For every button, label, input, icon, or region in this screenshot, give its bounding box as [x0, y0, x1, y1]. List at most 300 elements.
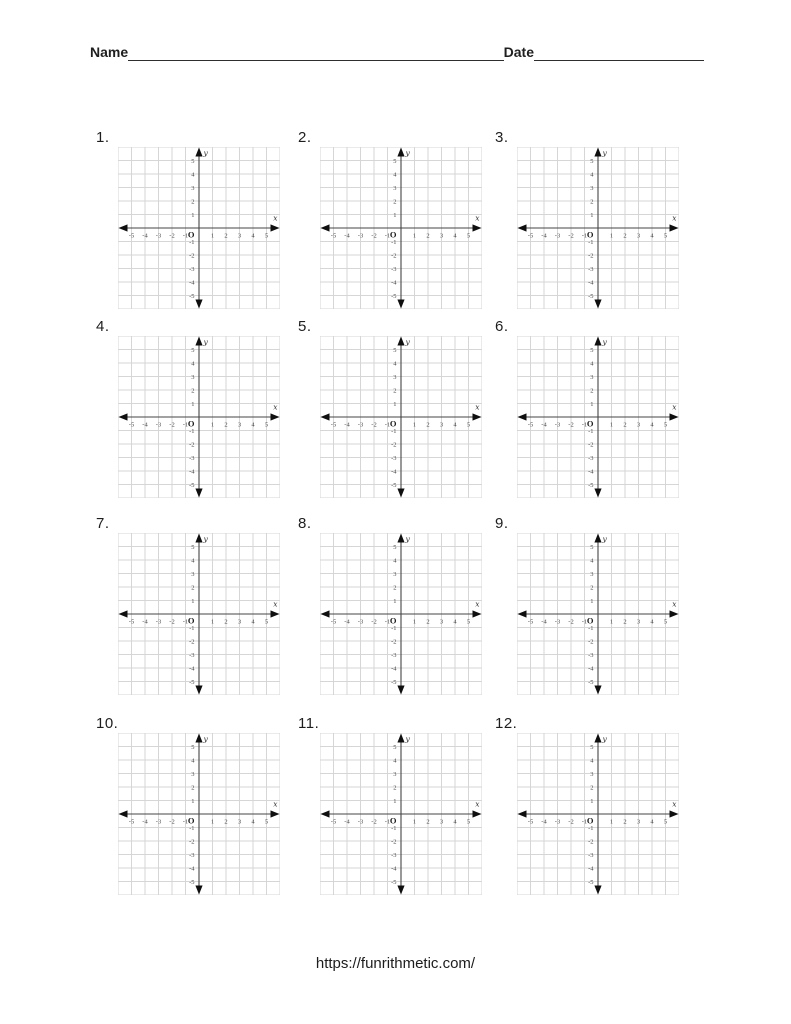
svg-text:y: y: [203, 734, 208, 744]
x-axis-right-arrow: [473, 810, 482, 817]
svg-text:-5: -5: [588, 481, 594, 489]
svg-text:-1: -1: [384, 232, 391, 240]
svg-text:x: x: [475, 402, 480, 412]
svg-text:-1: -1: [391, 427, 397, 435]
svg-text:y: y: [203, 534, 208, 544]
svg-text:2: 2: [590, 198, 594, 206]
x-axis-left-arrow: [518, 413, 527, 420]
svg-text:5: 5: [590, 346, 594, 354]
svg-text:1: 1: [393, 400, 397, 408]
svg-text:4: 4: [453, 818, 457, 826]
y-axis-down-arrow: [397, 489, 404, 498]
svg-text:-4: -4: [541, 818, 547, 826]
svg-text:-1: -1: [391, 824, 397, 832]
svg-text:2: 2: [393, 198, 397, 206]
svg-text:-4: -4: [541, 618, 547, 626]
problem-number: 9.: [495, 515, 509, 532]
svg-text:-2: -2: [391, 638, 397, 646]
svg-text:2: 2: [426, 618, 430, 626]
svg-text:2: 2: [623, 818, 627, 826]
svg-text:-2: -2: [169, 618, 175, 626]
svg-text:-5: -5: [391, 292, 397, 300]
coordinate-grid: [118, 147, 280, 309]
svg-text:4: 4: [393, 557, 397, 565]
svg-text:2: 2: [191, 198, 195, 206]
svg-text:2: 2: [393, 387, 397, 395]
svg-text:-5: -5: [588, 292, 594, 300]
svg-text:-3: -3: [189, 265, 195, 273]
x-axis-left-arrow: [119, 413, 128, 420]
svg-text:3: 3: [393, 770, 397, 778]
svg-text:y: y: [203, 148, 208, 158]
svg-text:-4: -4: [391, 468, 397, 476]
svg-text:-5: -5: [189, 878, 195, 886]
problem-number: 2.: [298, 129, 312, 146]
svg-text:5: 5: [264, 818, 269, 826]
svg-text:y: y: [602, 148, 607, 158]
coordinate-grid: [517, 336, 679, 498]
problem-number: 3.: [495, 129, 509, 146]
svg-text:3: 3: [636, 421, 641, 429]
svg-text:-2: -2: [189, 838, 195, 846]
svg-text:-2: -2: [588, 838, 594, 846]
coordinate-grid: [517, 147, 679, 309]
svg-text:-4: -4: [142, 232, 148, 240]
x-axis-right-arrow: [670, 413, 679, 420]
svg-text:-5: -5: [128, 421, 135, 429]
x-axis-left-arrow: [518, 224, 527, 231]
coordinate-grid: [320, 533, 482, 695]
svg-text:-3: -3: [554, 232, 561, 240]
svg-text:3: 3: [191, 770, 195, 778]
x-axis-right-arrow: [271, 610, 280, 617]
svg-text:O: O: [389, 815, 397, 826]
y-axis-down-arrow: [195, 300, 202, 309]
svg-text:2: 2: [590, 784, 594, 792]
problem-6: [495, 318, 681, 500]
svg-text:-4: -4: [189, 468, 195, 476]
x-axis-left-arrow: [321, 413, 330, 420]
svg-text:-2: -2: [189, 638, 195, 646]
problem-number: 6.: [495, 318, 509, 335]
svg-text:-5: -5: [330, 232, 337, 240]
svg-text:-3: -3: [189, 454, 195, 462]
svg-text:2: 2: [224, 421, 228, 429]
problem-2: [298, 129, 484, 311]
svg-text:y: y: [405, 534, 410, 544]
svg-text:4: 4: [453, 618, 457, 626]
svg-text:-4: -4: [588, 468, 594, 476]
problem-number: 10.: [96, 715, 119, 732]
svg-text:-5: -5: [189, 481, 195, 489]
y-axis-up-arrow: [594, 337, 601, 346]
svg-text:-1: -1: [391, 624, 397, 632]
svg-text:-1: -1: [588, 624, 594, 632]
name-label: Name: [90, 44, 129, 60]
svg-text:4: 4: [251, 818, 255, 826]
svg-text:-5: -5: [527, 818, 534, 826]
svg-text:x: x: [273, 402, 278, 412]
svg-text:2: 2: [393, 784, 397, 792]
svg-text:y: y: [405, 148, 410, 158]
y-axis-down-arrow: [195, 686, 202, 695]
svg-text:5: 5: [466, 421, 471, 429]
svg-text:x: x: [672, 599, 677, 609]
svg-text:5: 5: [663, 618, 668, 626]
svg-text:x: x: [672, 799, 677, 809]
x-axis-right-arrow: [670, 810, 679, 817]
svg-text:1: 1: [191, 400, 195, 408]
svg-text:5: 5: [663, 421, 668, 429]
svg-text:-1: -1: [581, 618, 588, 626]
svg-text:-4: -4: [344, 232, 350, 240]
svg-text:1: 1: [210, 818, 215, 826]
problem-number: 12.: [495, 715, 518, 732]
svg-text:2: 2: [191, 584, 195, 592]
y-axis-up-arrow: [594, 534, 601, 543]
svg-text:-3: -3: [554, 618, 561, 626]
svg-text:3: 3: [636, 232, 641, 240]
svg-text:-2: -2: [568, 421, 574, 429]
svg-text:-5: -5: [391, 678, 397, 686]
svg-text:3: 3: [590, 570, 594, 578]
svg-text:2: 2: [590, 584, 594, 592]
svg-text:4: 4: [251, 421, 255, 429]
problem-11: [298, 715, 484, 897]
coordinate-grid: [517, 533, 679, 695]
svg-text:y: y: [602, 337, 607, 347]
svg-text:2: 2: [426, 818, 430, 826]
svg-text:3: 3: [393, 570, 397, 578]
svg-text:x: x: [475, 599, 480, 609]
svg-text:-3: -3: [155, 818, 162, 826]
svg-text:5: 5: [663, 232, 668, 240]
x-axis-right-arrow: [473, 224, 482, 231]
svg-text:1: 1: [393, 597, 397, 605]
svg-text:2: 2: [623, 421, 627, 429]
problem-4: [96, 318, 282, 500]
svg-text:5: 5: [466, 818, 471, 826]
svg-text:O: O: [586, 418, 594, 429]
svg-text:1: 1: [609, 232, 614, 240]
svg-text:-1: -1: [384, 421, 391, 429]
svg-text:x: x: [273, 599, 278, 609]
coordinate-grid: [320, 336, 482, 498]
svg-text:x: x: [475, 799, 480, 809]
svg-text:x: x: [672, 402, 677, 412]
y-axis-down-arrow: [397, 686, 404, 695]
svg-text:-5: -5: [128, 618, 135, 626]
x-axis-left-arrow: [321, 224, 330, 231]
svg-text:-3: -3: [357, 618, 364, 626]
svg-text:1: 1: [191, 797, 195, 805]
svg-text:x: x: [672, 213, 677, 223]
svg-text:-2: -2: [189, 441, 195, 449]
y-axis-up-arrow: [594, 734, 601, 743]
svg-text:1: 1: [210, 232, 215, 240]
svg-text:4: 4: [590, 557, 594, 565]
svg-text:-1: -1: [581, 232, 588, 240]
svg-text:4: 4: [590, 360, 594, 368]
svg-text:1: 1: [609, 618, 614, 626]
svg-text:5: 5: [393, 346, 397, 354]
svg-text:4: 4: [650, 818, 654, 826]
svg-text:4: 4: [251, 232, 255, 240]
svg-text:-2: -2: [371, 421, 377, 429]
svg-text:4: 4: [191, 757, 195, 765]
svg-text:-2: -2: [371, 818, 377, 826]
svg-text:-3: -3: [391, 454, 397, 462]
svg-text:-1: -1: [384, 618, 391, 626]
svg-text:3: 3: [237, 818, 242, 826]
svg-text:1: 1: [412, 421, 417, 429]
svg-text:2: 2: [224, 232, 228, 240]
svg-text:-2: -2: [568, 232, 574, 240]
svg-text:4: 4: [650, 421, 654, 429]
y-axis-down-arrow: [195, 489, 202, 498]
svg-text:-3: -3: [588, 454, 594, 462]
coordinate-grid: [320, 147, 482, 309]
svg-text:-4: -4: [588, 279, 594, 287]
x-axis-left-arrow: [119, 610, 128, 617]
y-axis-down-arrow: [594, 300, 601, 309]
svg-text:1: 1: [191, 211, 195, 219]
svg-text:-1: -1: [588, 427, 594, 435]
svg-text:-4: -4: [344, 818, 350, 826]
svg-text:y: y: [602, 534, 607, 544]
y-axis-up-arrow: [594, 148, 601, 157]
y-axis-down-arrow: [397, 300, 404, 309]
svg-text:1: 1: [590, 597, 594, 605]
svg-text:-4: -4: [142, 421, 148, 429]
svg-text:-4: -4: [588, 665, 594, 673]
svg-text:3: 3: [191, 570, 195, 578]
svg-text:2: 2: [426, 421, 430, 429]
svg-text:-4: -4: [344, 421, 350, 429]
svg-text:5: 5: [663, 818, 668, 826]
svg-text:-2: -2: [588, 638, 594, 646]
svg-text:-2: -2: [588, 441, 594, 449]
svg-text:-2: -2: [391, 441, 397, 449]
svg-text:3: 3: [237, 618, 242, 626]
x-axis-right-arrow: [271, 810, 280, 817]
svg-text:4: 4: [393, 757, 397, 765]
svg-text:-3: -3: [155, 232, 162, 240]
svg-text:1: 1: [412, 618, 417, 626]
svg-text:3: 3: [636, 618, 641, 626]
svg-text:1: 1: [590, 211, 594, 219]
svg-text:3: 3: [191, 184, 195, 192]
coordinate-grid: [517, 733, 679, 895]
svg-text:O: O: [187, 229, 195, 240]
svg-text:y: y: [405, 337, 410, 347]
x-axis-right-arrow: [473, 610, 482, 617]
svg-text:y: y: [203, 337, 208, 347]
svg-text:2: 2: [393, 584, 397, 592]
svg-text:1: 1: [609, 421, 614, 429]
svg-text:3: 3: [237, 232, 242, 240]
svg-text:4: 4: [650, 232, 654, 240]
y-axis-up-arrow: [195, 734, 202, 743]
svg-text:-5: -5: [128, 232, 135, 240]
svg-text:x: x: [273, 213, 278, 223]
svg-text:5: 5: [393, 543, 397, 551]
svg-text:5: 5: [590, 743, 594, 751]
svg-text:x: x: [475, 213, 480, 223]
svg-text:3: 3: [439, 421, 444, 429]
svg-text:5: 5: [590, 543, 594, 551]
svg-text:-4: -4: [189, 665, 195, 673]
svg-text:-4: -4: [391, 865, 397, 873]
x-axis-left-arrow: [321, 810, 330, 817]
svg-text:3: 3: [439, 232, 444, 240]
svg-text:-2: -2: [568, 618, 574, 626]
x-axis-right-arrow: [271, 224, 280, 231]
y-axis-down-arrow: [594, 489, 601, 498]
svg-text:-5: -5: [527, 618, 534, 626]
x-axis-left-arrow: [518, 610, 527, 617]
svg-text:3: 3: [393, 373, 397, 381]
y-axis-up-arrow: [397, 734, 404, 743]
svg-text:5: 5: [466, 232, 471, 240]
svg-text:3: 3: [393, 184, 397, 192]
svg-text:5: 5: [466, 618, 471, 626]
svg-text:-4: -4: [142, 618, 148, 626]
svg-text:y: y: [405, 734, 410, 744]
svg-text:-4: -4: [189, 865, 195, 873]
y-axis-up-arrow: [397, 148, 404, 157]
svg-text:-5: -5: [330, 818, 337, 826]
svg-text:5: 5: [191, 157, 195, 165]
svg-text:1: 1: [609, 818, 614, 826]
svg-text:-3: -3: [588, 651, 594, 659]
svg-text:-4: -4: [588, 865, 594, 873]
y-axis-up-arrow: [397, 337, 404, 346]
svg-text:-5: -5: [128, 818, 135, 826]
x-axis-left-arrow: [119, 810, 128, 817]
svg-text:1: 1: [393, 211, 397, 219]
svg-text:-4: -4: [344, 618, 350, 626]
svg-text:-3: -3: [391, 265, 397, 273]
svg-text:3: 3: [590, 184, 594, 192]
problem-7: [96, 515, 282, 697]
x-axis-left-arrow: [119, 224, 128, 231]
svg-text:4: 4: [251, 618, 255, 626]
svg-text:-1: -1: [588, 824, 594, 832]
svg-text:O: O: [586, 815, 594, 826]
svg-text:O: O: [389, 418, 397, 429]
svg-text:5: 5: [191, 543, 195, 551]
svg-text:2: 2: [623, 232, 627, 240]
svg-text:-2: -2: [391, 838, 397, 846]
svg-text:-2: -2: [169, 421, 175, 429]
problem-10: [96, 715, 282, 897]
svg-text:O: O: [389, 229, 397, 240]
svg-text:O: O: [187, 615, 195, 626]
problem-number: 11.: [298, 715, 320, 732]
svg-text:-3: -3: [189, 651, 195, 659]
svg-text:-1: -1: [182, 421, 189, 429]
svg-text:-2: -2: [391, 252, 397, 260]
svg-text:-4: -4: [541, 232, 547, 240]
svg-text:O: O: [586, 615, 594, 626]
svg-text:x: x: [273, 799, 278, 809]
problem-number: 5.: [298, 318, 312, 335]
problem-9: [495, 515, 681, 697]
svg-text:-3: -3: [155, 421, 162, 429]
svg-text:-3: -3: [357, 421, 364, 429]
svg-text:4: 4: [191, 171, 195, 179]
svg-text:5: 5: [393, 743, 397, 751]
svg-text:-3: -3: [391, 651, 397, 659]
svg-text:O: O: [187, 418, 195, 429]
svg-text:2: 2: [191, 784, 195, 792]
svg-text:-1: -1: [588, 238, 594, 246]
svg-text:4: 4: [453, 232, 457, 240]
svg-text:3: 3: [590, 770, 594, 778]
svg-text:2: 2: [224, 818, 228, 826]
y-axis-down-arrow: [397, 886, 404, 895]
svg-text:-4: -4: [541, 421, 547, 429]
svg-text:4: 4: [590, 171, 594, 179]
coordinate-grid: [118, 733, 280, 895]
svg-text:-5: -5: [588, 678, 594, 686]
svg-text:4: 4: [650, 618, 654, 626]
svg-text:-2: -2: [371, 232, 377, 240]
svg-text:-5: -5: [189, 292, 195, 300]
svg-text:-4: -4: [391, 279, 397, 287]
svg-text:3: 3: [439, 618, 444, 626]
svg-text:2: 2: [191, 387, 195, 395]
problem-3: [495, 129, 681, 311]
svg-text:4: 4: [393, 360, 397, 368]
svg-text:-5: -5: [330, 618, 337, 626]
svg-text:-1: -1: [182, 818, 189, 826]
svg-text:5: 5: [264, 618, 269, 626]
y-axis-up-arrow: [195, 337, 202, 346]
y-axis-down-arrow: [594, 886, 601, 895]
svg-text:-2: -2: [371, 618, 377, 626]
svg-text:-1: -1: [182, 232, 189, 240]
svg-text:-5: -5: [391, 878, 397, 886]
coordinate-grid: [118, 533, 280, 695]
y-axis-up-arrow: [195, 534, 202, 543]
coordinate-grid: [320, 733, 482, 895]
svg-text:-4: -4: [391, 665, 397, 673]
x-axis-right-arrow: [473, 413, 482, 420]
svg-text:3: 3: [636, 818, 641, 826]
svg-text:-1: -1: [581, 421, 588, 429]
svg-text:2: 2: [590, 387, 594, 395]
svg-text:1: 1: [412, 232, 417, 240]
svg-text:-2: -2: [169, 232, 175, 240]
svg-text:O: O: [389, 615, 397, 626]
svg-text:5: 5: [191, 743, 195, 751]
svg-text:-2: -2: [189, 252, 195, 260]
svg-text:-1: -1: [391, 238, 397, 246]
svg-text:-5: -5: [527, 421, 534, 429]
svg-text:-3: -3: [554, 818, 561, 826]
svg-text:-1: -1: [189, 427, 195, 435]
svg-text:1: 1: [210, 618, 215, 626]
svg-text:-3: -3: [189, 851, 195, 859]
svg-text:5: 5: [264, 232, 269, 240]
svg-text:-1: -1: [189, 624, 195, 632]
svg-text:5: 5: [264, 421, 269, 429]
svg-text:-1: -1: [189, 824, 195, 832]
problem-number: 4.: [96, 318, 110, 335]
svg-text:2: 2: [426, 232, 430, 240]
